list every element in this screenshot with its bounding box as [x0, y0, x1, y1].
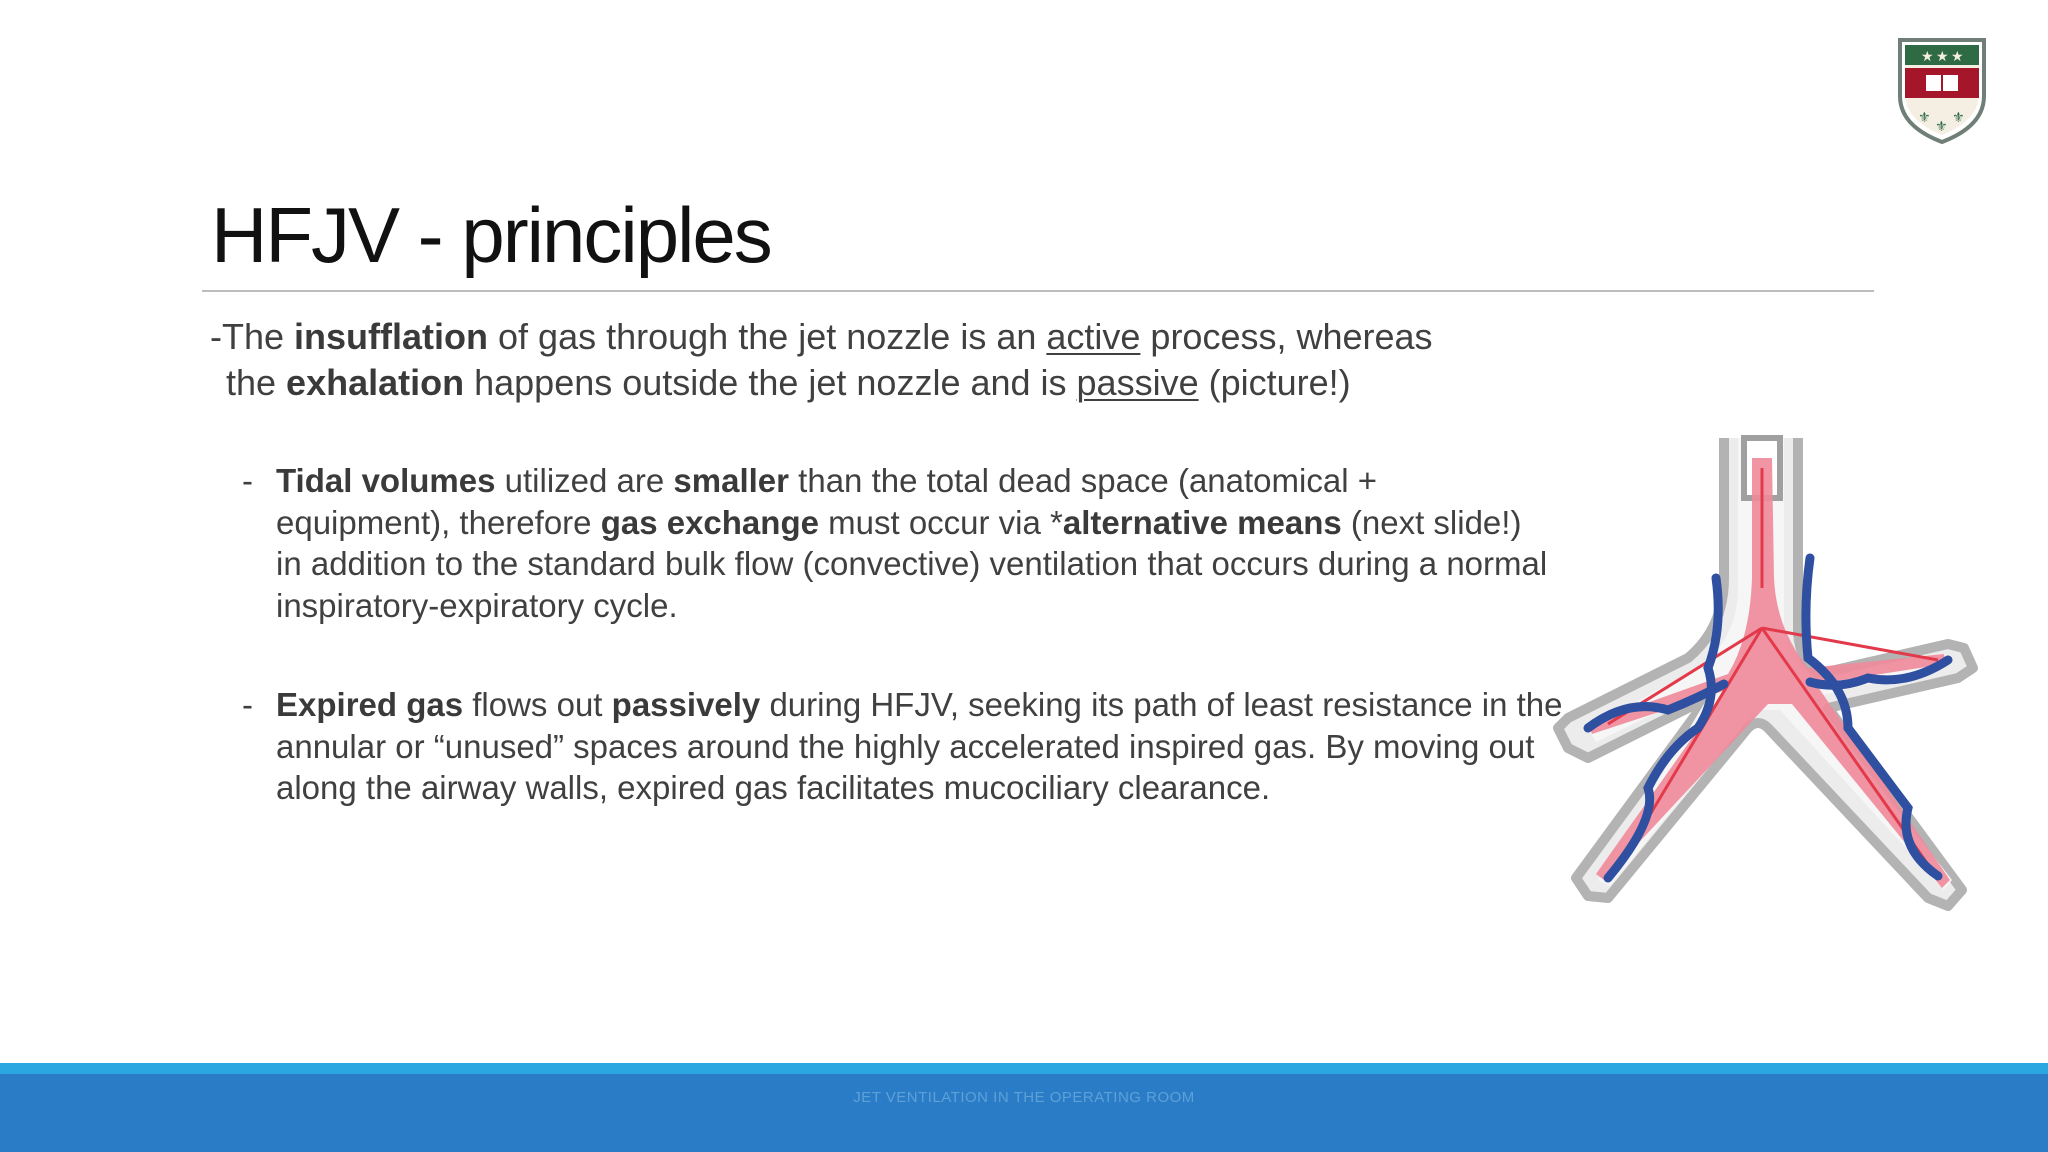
bold-term: insufflation [294, 316, 489, 357]
footer-stripe [0, 1063, 2048, 1074]
text-run: of gas through the jet nozzle is an [488, 316, 1047, 357]
intro-paragraph [210, 314, 1550, 406]
bold-term: gas exchange [600, 503, 819, 541]
underlined-term: passive [1076, 362, 1199, 403]
svg-text:★: ★ [1921, 49, 1934, 65]
bold-term: passively [611, 686, 761, 723]
text-run: (picture!) [1198, 362, 1351, 403]
svg-text:⚜: ⚜ [1935, 119, 1948, 135]
bullet-expired-gas [242, 684, 1566, 809]
bold-term: Expired gas [276, 686, 464, 723]
underlined-term: active [1046, 316, 1141, 357]
footer-text: JET VENTILATION IN THE OPERATING ROOM [853, 1089, 1195, 1106]
title-divider [202, 290, 1874, 292]
bullet-tidal-volumes [242, 460, 1556, 626]
text-run: the [226, 362, 287, 403]
svg-text:⚜: ⚜ [1918, 110, 1931, 126]
bullet-dash: - [242, 462, 253, 499]
bullet-dash: - [242, 686, 253, 723]
text-run: process, whereas [1140, 316, 1433, 357]
text-run: utilized are [495, 462, 674, 499]
bold-term: Tidal volumes [276, 462, 496, 499]
footer-bar [0, 1074, 2048, 1152]
text-run: happens outside the jet nozzle and is [464, 362, 1077, 403]
svg-text:⚜: ⚜ [1952, 110, 1965, 126]
bold-term: smaller [673, 462, 789, 499]
text-run: (next slide!) in addition to the standard bulk flow (convective) ventilation that occurs during a normal inspiratory-expiratory cycle. [276, 503, 1548, 624]
intro-line-1 [210, 314, 1550, 360]
text-run: than the total dead space (anatomical + equipment), therefore [276, 462, 1377, 541]
page-title: HFJV - principles [211, 191, 771, 279]
bold-term: alternative means [1062, 503, 1342, 541]
svg-text:★: ★ [1951, 49, 1964, 65]
text-run: must occur via * [818, 503, 1063, 541]
airway-jet-flow-diagram-icon [1548, 428, 1988, 918]
text-run: during HFJV, seeking its path of least resistance in the annular or “unused” spaces around the highly accelerated inspired gas. By moving out along the airway walls, expired gas facilitates mucociliary clearance. [276, 686, 1563, 806]
university-shield-logo-icon [1892, 34, 1992, 146]
bold-term: exhalation [286, 362, 465, 403]
text-run: flows out [463, 686, 612, 723]
text-run: -The [210, 316, 295, 357]
intro-line-2 [210, 360, 1550, 406]
svg-text:★: ★ [1936, 49, 1949, 65]
